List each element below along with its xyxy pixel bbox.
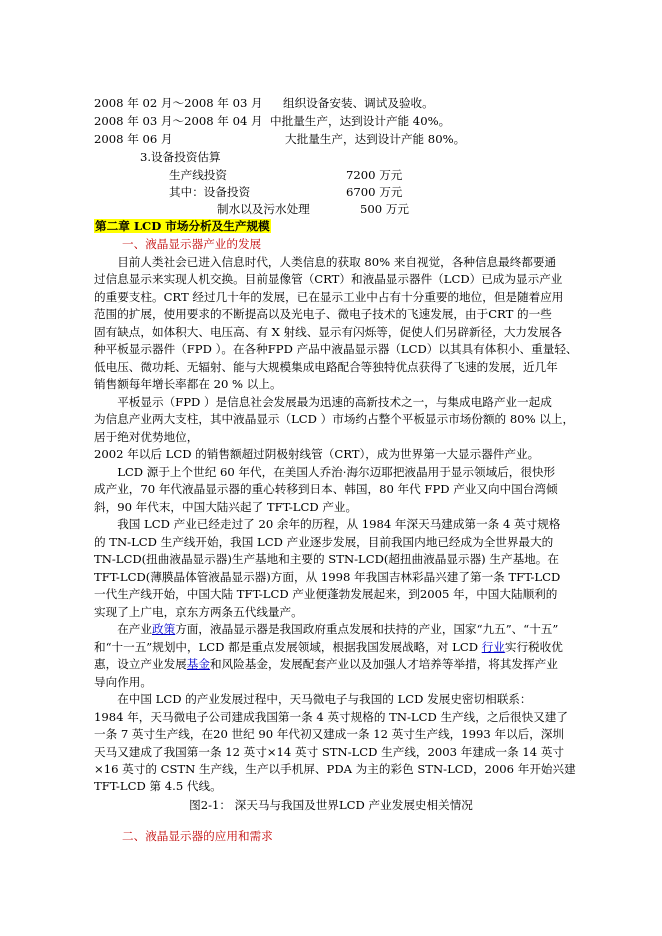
- section-title: 二、液晶显示器的应用和需求: [122, 829, 273, 843]
- text-line: 1984 年，天马微电子公司建成我国第一条 4 英寸规格的 TN-LCD 生产线，之后很快又建了: [94, 710, 568, 724]
- text-line: 成产业，70 年代液晶显示器的重心转移到日本、韩国，80 年代 FPD 产业又向中国台湾倾: [94, 482, 558, 496]
- text-line: 我国 LCD 产业已经走过了 20 余年的历程，从 1984 年深天马建成第一条 4 英寸规格: [94, 517, 561, 531]
- text-line: LCD 源于上个世纪 60 年代，在美国人乔治·海尔迈耶把液晶用于显示领域后，很快形: [94, 465, 556, 479]
- text-line: TN-LCD(扭曲液晶显示器)生产基地和主要的 STN-LCD(超扭曲液晶显示器) 生产基地。在: [94, 552, 559, 566]
- investment-value: 500 万元: [360, 202, 410, 216]
- industry-link[interactable]: 行业: [481, 640, 505, 654]
- text-line: 的重要支柱。CRT 经过几十年的发展，已在显示工业中占有十分重要的地位，但是随着应用: [94, 290, 564, 304]
- investment-value: 7200 万元: [346, 168, 403, 182]
- section-title: 一、液晶显示器产业的发展: [122, 237, 262, 251]
- text-run: 和风险基金，发展配套产业以及加强人才培养等举措，将其发挥产业: [209, 657, 558, 671]
- text-line: TFT-LCD 第 4.5 代线。: [94, 779, 222, 793]
- schedule-date: 2008 年 06 月: [94, 132, 173, 146]
- schedule-task: 组织设备安装、调试及验收。: [283, 96, 434, 110]
- text-line: 导向作用。: [94, 675, 152, 689]
- text-line: 低电压、微功耗、无辐射、能与大规模集成电路配合等独特优点获得了飞速的发展，近几年: [94, 360, 558, 374]
- investment-heading: 3.设备投资估算: [140, 150, 221, 164]
- text-line: 居于绝对优势地位，: [94, 430, 199, 444]
- text-line: 过信息显示来实现人机交换。目前显像管（CRT）和液晶显示器件（LCD）已成为显示产业: [94, 272, 563, 286]
- text-line: ×16 英寸的 CSTN 生产线，生产以手机屏、PDA 为主的彩色 STN-LCD，2006 年开始兴建: [94, 762, 576, 776]
- policy-link[interactable]: 政策: [151, 622, 176, 636]
- text-line: 的 TN-LCD 生产线开始，我国 LCD 产业逐步发展，目前我国内地已经成为全世界最大的: [94, 535, 554, 549]
- text-line: 种平板显示器件（FPD ）。在各种FPD 产品中液晶显示器（LCD）以其具有体积小、重量轻、: [94, 342, 578, 356]
- text-line: 斜，90 年代末，中国大陆兴起了 TFT-LCD 产业。: [94, 500, 358, 514]
- text-run: 方面，液晶显示器是我国政府重点发展和扶持的产业，国家“九五”、“十五”: [175, 622, 559, 636]
- text-line: 2002 年以后 LCD 的销售额超过阴极射线管（CRT），成为世界第一大显示器件产业。: [94, 447, 540, 461]
- schedule-date: 2008 年 03 月～2008 年 04 月: [94, 114, 263, 128]
- text-line: TFT-LCD(薄膜晶体管液晶显示器)方面，从 1998 年我国吉林彩晶兴建了第一条 TFT-LCD: [94, 570, 561, 584]
- investment-value: 6700 万元: [346, 185, 403, 199]
- text-line: 范围的扩展，使用要求的不断提高以及光电子、微电子技术的飞速发展，由于CRT 的一些: [94, 307, 552, 321]
- text-line: 在中国 LCD 的产业发展过程中，天马微电子与我国的 LCD 发展史密切相联系：: [94, 692, 532, 706]
- text-line: 实现了上广电，京东方两条五代线量产。: [94, 605, 303, 619]
- text-line: 一代生产线开始，中国大陆 TFT-LCD 产业便蓬勃发展起来，到2005 年，中国大陆顺利的: [94, 587, 558, 601]
- fund-link[interactable]: 基金: [186, 657, 210, 671]
- text-line: 为信息产业两大支柱，其中液晶显示（LCD ）市场约占整个平板显示市场份额的 80% 以上，: [94, 412, 575, 426]
- schedule-task: 大批量生产，达到设计产能 80%。: [285, 132, 466, 146]
- investment-label: 制水以及污水处理: [217, 202, 310, 216]
- investment-label: 其中：设备投资: [169, 185, 251, 199]
- text-line: 天马又建成了我国第一条 12 英寸×14 英寸 STN-LCD 生产线，2003 年建成一条 14 英寸: [94, 745, 565, 759]
- text-line: [94, 655, 558, 673]
- text-run: 和“十一五”规划中，LCD 都是重点发展领域，根据我国发展战略，对 LCD: [94, 640, 482, 654]
- text-line: 目前人类社会已进入信息时代，人类信息的获取 80% 来自视觉，各种信息最终都要通: [94, 255, 557, 269]
- text-line: 销售额每年增长率都在 20 % 以上。: [94, 377, 282, 391]
- text-run: 惠，设立产业发展: [94, 657, 187, 671]
- text-line: 平板显示（FPD ）是信息社会发展最为迅速的高新技术之一，与集成电路产业一起成: [94, 395, 552, 409]
- chapter-heading: [94, 217, 271, 235]
- text-line: [94, 638, 563, 656]
- text-line: 固有缺点，如体积大、电压高、有 X 射线、显示有闪烁等，促使人们另辟新径，大力发展各: [94, 325, 562, 339]
- text-run: 在产业: [94, 622, 152, 636]
- chapter-title: 第二章 LCD 市场分析及生产规模: [95, 219, 270, 233]
- schedule-task: 中批量生产，达到设计产能 40%。: [270, 114, 451, 128]
- text-run: 实行税收优: [504, 640, 563, 654]
- text-line: 一条 7 英寸生产线，在20 世纪 90 年代初又建成一条 12 英寸生产线，1993 年以后，深圳: [94, 727, 565, 741]
- investment-label: 生产线投资: [169, 168, 227, 182]
- schedule-date: 2008 年 02 月～2008 年 03 月: [94, 96, 263, 110]
- text-line: [94, 620, 558, 638]
- figure-caption: 图2-1： 深天马与我国及世界LCD 产业发展史相关情况: [189, 798, 473, 812]
